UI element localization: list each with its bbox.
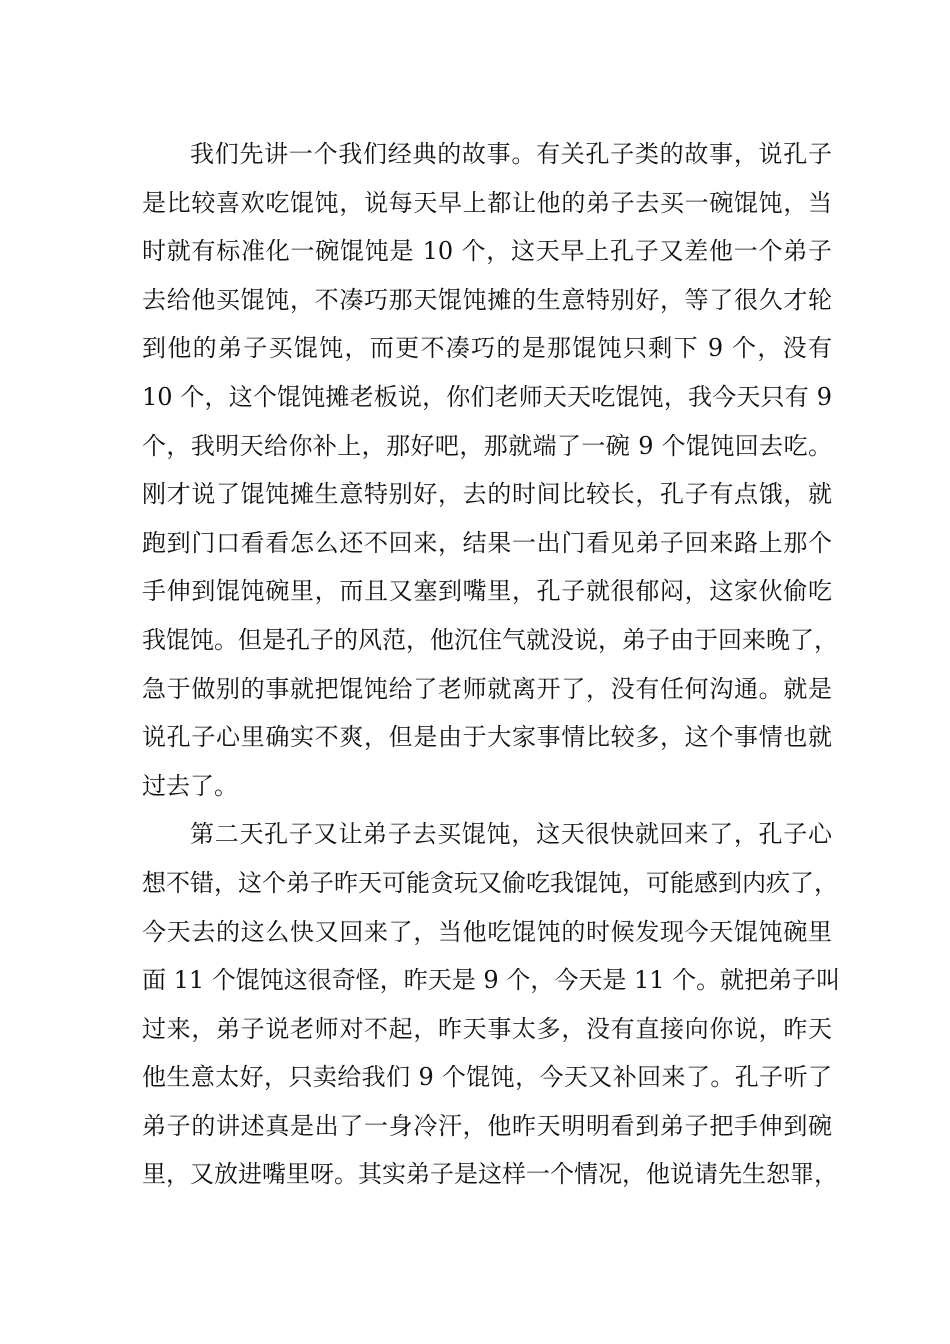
paragraph-line: 我们先讲一个我们经典的故事。有关孔子类的故事，说孔子 xyxy=(190,140,832,168)
paragraph-line: 里，又放进嘴里呀。其实弟子是这样一个情况，他说请先生恕罪， xyxy=(142,1160,838,1189)
paragraph-line: 过去了。 xyxy=(142,771,238,800)
paragraph-line: 是比较喜欢吃馄饨，说每天早上都让他的弟子去买一碗馄饨，当 xyxy=(142,188,832,217)
paragraph-line: 跑到门口看看怎么还不回来，结果一出门看见弟子回来路上那个 xyxy=(142,528,832,557)
paragraph-line: 想不错，这个弟子昨天可能贪玩又偷吃我馄饨，可能感到内疚了， xyxy=(142,868,838,897)
paragraph-line: 时就有标准化一碗馄饨是 10 个，这天早上孔子又差他一个弟子 xyxy=(142,237,832,266)
document-body xyxy=(142,130,841,1199)
paragraph-line: 面 11 个馄饨这很奇怪，昨天是 9 个，今天是 11 个。就把弟子叫 xyxy=(142,966,841,995)
paragraph-line: 10 个，这个馄饨摊老板说，你们老师天天吃馄饨，我今天只有 9 xyxy=(142,382,832,411)
paragraph-line: 急于做别的事就把馄饨给了老师就离开了，没有任何沟通。就是 xyxy=(142,674,832,703)
paragraph-line: 今天去的这么快又回来了，当他吃馄饨的时候发现今天馄饨碗里 xyxy=(142,917,832,946)
paragraph-line: 手伸到馄饨碗里，而且又塞到嘴里，孔子就很郁闷，这家伙偷吃 xyxy=(142,577,832,606)
paragraph-line: 第二天孔子又让弟子去买馄饨，这天很快就回来了，孔子心 xyxy=(190,820,832,849)
paragraph xyxy=(142,130,838,810)
paragraph-line: 他生意太好，只卖给我们 9 个馄饨，今天又补回来了。孔子听了 xyxy=(142,1063,832,1092)
paragraph-line: 说孔子心里确实不爽，但是由于大家事情比较多，这个事情也就 xyxy=(142,723,832,752)
paragraph-line: 我馄饨。但是孔子的风范，他沉住气就没说，弟子由于回来晚了， xyxy=(142,625,838,654)
paragraph-line: 刚才说了馄饨摊生意特别好，去的时间比较长，孔子有点饿，就 xyxy=(142,480,832,509)
paragraph-line: 到他的弟子买馄饨，而更不凑巧的是那馄饨只剩下 9 个，没有 xyxy=(142,334,832,363)
paragraph-line: 个，我明天给你补上，那好吧，那就端了一碗 9 个馄饨回去吃。 xyxy=(142,431,832,460)
paragraph xyxy=(142,810,841,1199)
paragraph-line: 弟子的讲述真是出了一身冷汗，他昨天明明看到弟子把手伸到碗 xyxy=(142,1111,832,1140)
paragraph-line: 去给他买馄饨，不凑巧那天馄饨摊的生意特别好，等了很久才轮 xyxy=(142,285,832,314)
paragraph-line: 过来，弟子说老师对不起，昨天事太多，没有直接向你说，昨天 xyxy=(142,1014,832,1043)
